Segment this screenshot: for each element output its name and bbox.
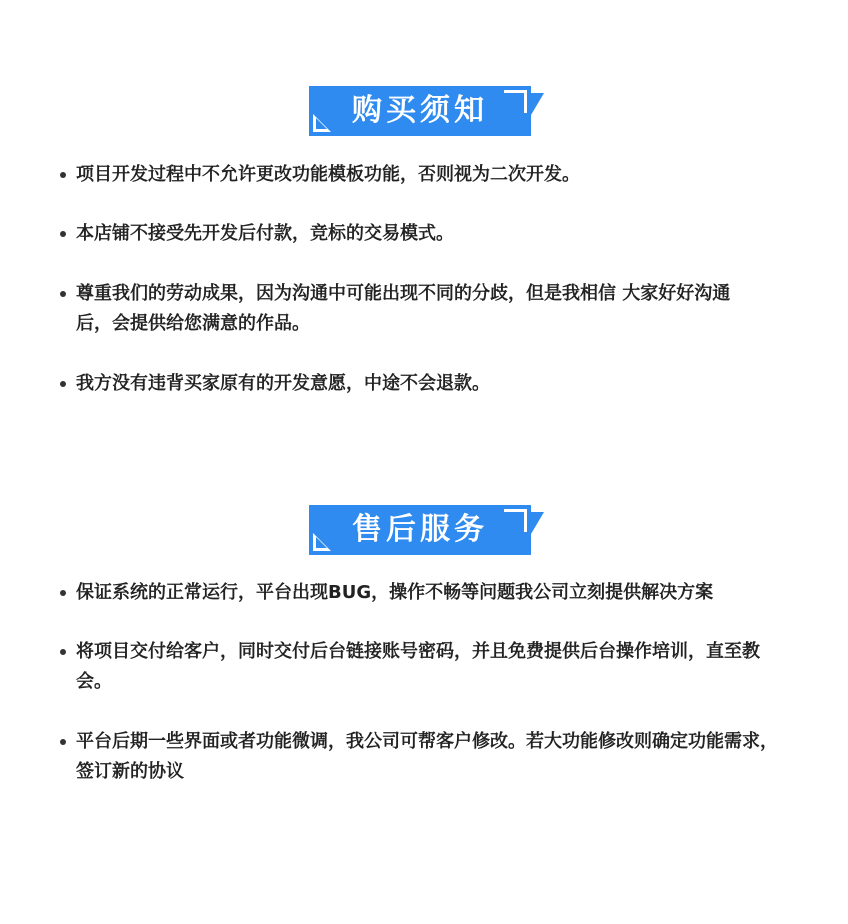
list-item-text: 我方没有违背买家原有的开发意愿，中途不会退款。: [76, 373, 490, 394]
list-item: [60, 727, 788, 787]
badge-tail: [531, 93, 544, 115]
badge-tail: [531, 512, 544, 534]
bullet-dot-icon: [60, 231, 66, 237]
list-item-text: 项目开发过程中不允许更改功能模板功能，否则视为二次开发。: [76, 164, 580, 185]
list-item-text: 将项目交付给客户，同时交付后台链接账号密码，并且免费提供后台操作培训，直至教会。: [76, 641, 760, 692]
list-item: [60, 369, 790, 399]
list-item-text: 尊重我们的劳动成果，因为沟通中可能出现不同的分歧，但是我相信 大家好好沟通后，会提供给您满意的作品。: [76, 283, 731, 334]
after-sales-badge: [309, 505, 531, 555]
bullet-dot-icon: [60, 172, 66, 178]
list-item-text: 平台后期一些界面或者功能微调，我公司可帮客户修改。若大功能修改则确定功能需求，签订新的协议: [76, 731, 778, 782]
section-title: 购买须知: [352, 93, 488, 128]
list-item: [60, 279, 750, 339]
section-title: 售后服务: [352, 512, 488, 547]
list-item-text: 本店铺不接受先开发后付款，竞标的交易模式。: [76, 223, 454, 244]
list-item-text: 保证系统的正常运行，平台出现BUG，操作不畅等问题我公司立刻提供解决方案: [76, 582, 714, 603]
bullet-dot-icon: [60, 649, 66, 655]
list-item: [60, 219, 790, 249]
list-item: [60, 637, 778, 697]
list-item: [60, 578, 800, 608]
list-item: [60, 160, 790, 190]
bullet-dot-icon: [60, 590, 66, 596]
bullet-dot-icon: [60, 381, 66, 387]
bullet-dot-icon: [60, 291, 66, 297]
purchase-notice-badge: [309, 86, 531, 136]
bullet-dot-icon: [60, 739, 66, 745]
